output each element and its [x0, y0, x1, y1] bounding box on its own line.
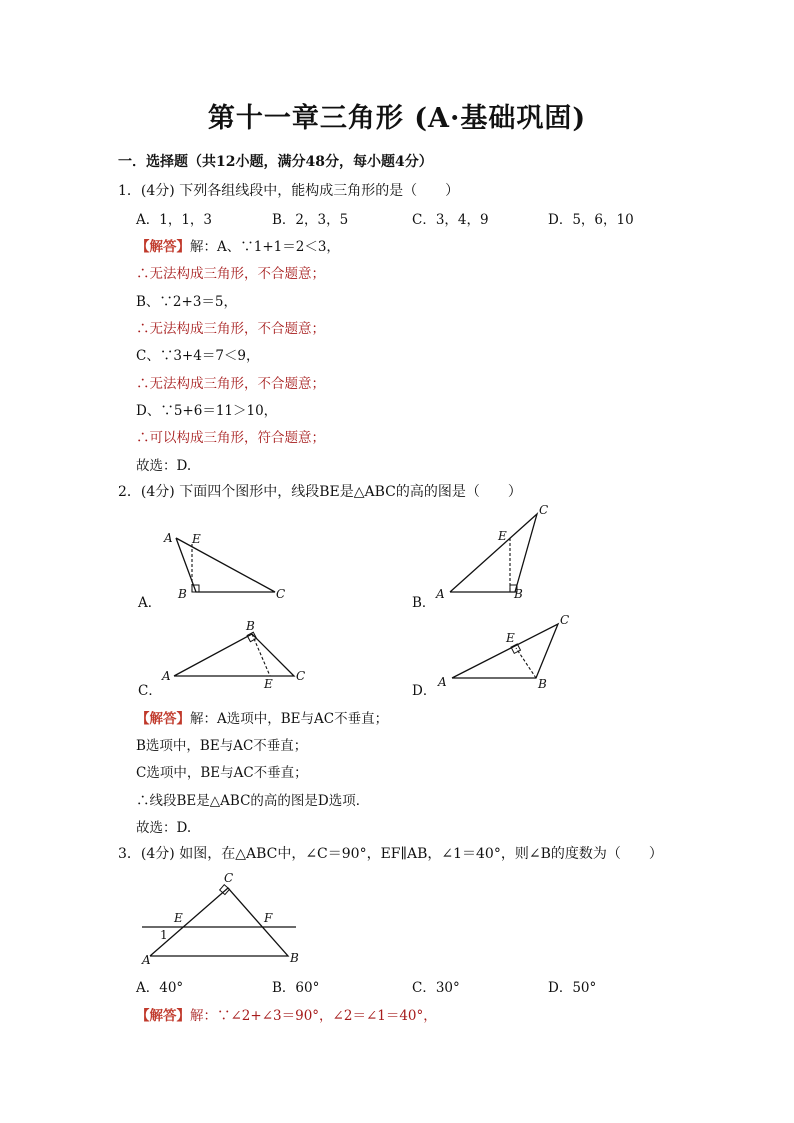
q2-figure-c: [158, 614, 318, 692]
q2-answer-line: 【解答】解：A选项中，BE与AC不垂直；: [136, 711, 389, 727]
fig-c-point-e: E: [264, 677, 273, 691]
fig-c-vertex-a: A: [162, 669, 171, 683]
q1-reason-line: B、∵2+3＝5，: [136, 294, 237, 310]
answer-tag: 【解答】: [136, 1008, 190, 1024]
q2-reason-line: C选项中，BE与AC不垂直；: [136, 765, 308, 781]
page-title: 第十一章三角形 (A·基础巩固): [207, 103, 587, 134]
q1-reason-line: ∴无法构成三角形，不合题意；: [136, 266, 325, 282]
q1-reason-line: C、∵3+4＝7＜9，: [136, 348, 260, 364]
answer-tag: 【解答】: [136, 239, 190, 255]
q1-conclusion: 故选：D.: [136, 458, 192, 474]
q2-reason-line: ∴线段BE是△ABC的高的图是D选项．: [136, 793, 370, 809]
q3-vertex-b: B: [290, 951, 299, 965]
q3-answer-line: 【解答】解：∵∠2+∠3＝90°，∠2＝∠1＝40°，: [136, 1008, 437, 1024]
q1-reason-line: ∴可以构成三角形，符合题意；: [136, 430, 325, 446]
fig-a-point-e: E: [192, 532, 201, 546]
answer-tag: 【解答】: [136, 711, 190, 727]
fig-c-vertex-c: C: [296, 669, 306, 683]
q2-figure-d: [434, 608, 584, 694]
q3-option-b: B．60°: [272, 980, 320, 996]
fig-b-vertex-b: B: [514, 587, 523, 601]
fig-d-vertex-c: C: [560, 613, 570, 627]
q2-option-c-label: C．: [138, 683, 162, 699]
q3-vertex-c: C: [224, 871, 234, 885]
q2-figure-b: [430, 500, 565, 608]
fig-d-vertex-b: B: [538, 677, 547, 691]
q3-point-e: E: [174, 911, 183, 925]
question-2-stem: 2．(4分) 下面四个图形中，线段BE是△ABC的高的图是（ ）: [118, 484, 522, 500]
fig-b-vertex-c: C: [539, 503, 549, 517]
q1-answer-line: 【解答】解：A、∵1+1＝2＜3，: [136, 239, 340, 255]
q1-option-b: B．2，3，5: [272, 212, 349, 228]
q1-option-a: A．1，1，3: [136, 212, 213, 228]
fig-a-vertex-b: B: [178, 587, 187, 601]
q3-point-f: F: [264, 911, 273, 925]
fig-d-vertex-a: A: [438, 675, 447, 689]
q1-reason-line: ∴无法构成三角形，不合题意；: [136, 376, 325, 392]
q2-option-d-label: D．: [412, 683, 437, 699]
fig-d-point-e: E: [506, 631, 515, 645]
question-1-stem: 1．(4分) 下列各组线段中，能构成三角形的是（ ）: [118, 183, 460, 199]
q2-option-a-label: A．: [138, 595, 162, 611]
q2-conclusion: 故选：D.: [136, 820, 192, 836]
fig-b-point-e: E: [498, 529, 507, 543]
fig-b-vertex-a: A: [436, 587, 445, 601]
q1-reason-line: ∴无法构成三角形，不合题意；: [136, 321, 325, 337]
question-3-stem: 3．(4分) 如图，在△ABC中，∠C＝90°，EF∥AB，∠1＝40°，则∠B的度数为（ ）: [118, 846, 663, 862]
q1-reason-line: D、∵5+6＝11＞10，: [136, 403, 278, 419]
fig-a-vertex-c: C: [276, 587, 286, 601]
q3-angle-1: 1: [160, 928, 168, 942]
q2-option-b-label: B．: [412, 595, 436, 611]
q3-vertex-a: A: [142, 953, 151, 967]
q3-option-a: A．40°: [136, 980, 184, 996]
q3-figure: [134, 864, 314, 972]
q1-option-c: C．3，4，9: [412, 212, 489, 228]
q3-option-c: C．30°: [412, 980, 460, 996]
fig-c-vertex-b: B: [246, 619, 255, 633]
q2-figure-a: [150, 522, 300, 607]
fig-a-vertex-a: A: [164, 531, 173, 545]
q1-option-d: D．5，6，10: [548, 212, 634, 228]
section-heading: 一．选择题（共12小题，满分48分，每小题4分）: [118, 154, 433, 170]
q3-option-d: D．50°: [548, 980, 597, 996]
q2-reason-line: B选项中，BE与AC不垂直；: [136, 738, 308, 754]
